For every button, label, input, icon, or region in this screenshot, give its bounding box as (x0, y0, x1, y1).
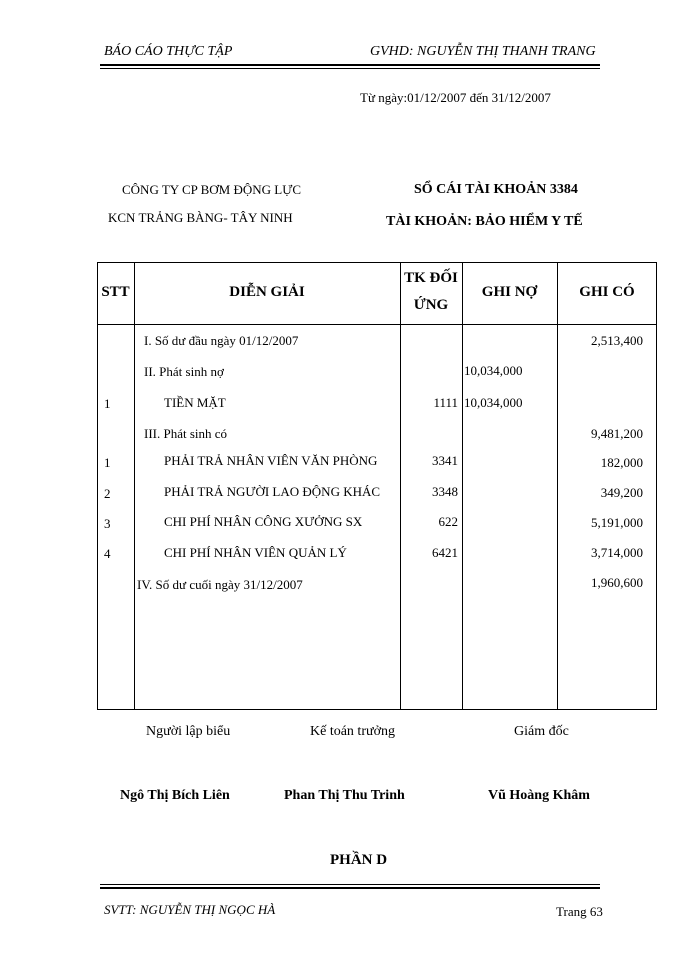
row-desc: IV. Số dư cuối ngày 31/12/2007 (137, 577, 303, 592)
header-account-line2: ỨNG (413, 297, 449, 313)
row-debit: 10,034,000 (464, 363, 523, 378)
ledger-account: TÀI KHOẢN: BẢO HIỂM Y TẾ (386, 214, 583, 229)
row-desc: III. Phát sinh có (144, 426, 228, 441)
footer-student: SVTT: NGUYỄN THỊ NGỌC HÀ (104, 902, 276, 917)
ledger-title: SỔ CÁI TÀI KHOẢN 3384 (414, 182, 578, 197)
row-stt: 3 (104, 516, 111, 531)
row-account: 622 (438, 514, 458, 529)
company-name: CÔNG TY CP BƠM ĐỘNG LỰC (122, 182, 301, 197)
row-desc: CHI PHÍ NHÂN VIÊN QUẢN LÝ (164, 545, 347, 560)
row-stt: 1 (104, 396, 111, 411)
row-credit: 349,200 (600, 485, 643, 500)
row-desc: PHẢI TRẢ NGƯỜI LAO ĐỘNG KHÁC (164, 484, 381, 499)
row-stt: 1 (104, 455, 111, 470)
report-header-right: GVHD: NGUYỄN THỊ THANH TRANG (370, 44, 596, 59)
row-account: 1111 (433, 395, 458, 410)
row-credit: 2,513,400 (591, 333, 643, 348)
signature-name-preparer: Ngô Thị Bích Liên (120, 788, 230, 803)
header-divider (100, 64, 600, 66)
row-credit: 1,960,600 (591, 575, 643, 590)
row-credit: 5,191,000 (591, 515, 643, 530)
row-desc: TIỀN MẶT (164, 395, 226, 410)
row-debit: 10,034,000 (464, 395, 523, 410)
header-debit: GHI NỢ (481, 284, 538, 300)
row-desc: CHI PHÍ NHÂN CÔNG XƯỞNG SX (164, 514, 363, 529)
row-account: 6421 (432, 545, 458, 560)
table-header-divider (97, 324, 657, 325)
row-credit: 182,000 (600, 455, 643, 470)
row-desc: II. Phát sinh nợ (144, 364, 224, 379)
row-account: 3348 (432, 484, 458, 499)
signature-role-director: Giám đốc (514, 724, 569, 739)
header-description: DIỄN GIẢI (229, 284, 305, 300)
signature-name-director: Vũ Hoàng Khâm (488, 788, 590, 803)
row-stt: 4 (104, 546, 111, 561)
header-credit: GHI CÓ (579, 284, 635, 300)
col-divider-acct (462, 262, 463, 710)
header-account-line1: TK ĐỐI (404, 270, 458, 286)
company-address: KCN TRẢNG BÀNG- TÂY NINH (108, 210, 293, 225)
row-account: 3341 (432, 453, 458, 468)
report-header-left: BÁO CÁO THỰC TẬP (104, 44, 233, 59)
footer-divider (100, 887, 600, 889)
row-credit: 3,714,000 (591, 545, 643, 560)
date-range: Từ ngày:01/12/2007 đến 31/12/2007 (360, 90, 551, 105)
signature-role-chief-accountant: Kế toán trưởng (310, 724, 395, 739)
signature-role-preparer: Người lập biểu (146, 724, 231, 739)
page-number: Trang 63 (556, 904, 603, 919)
row-desc: PHẢI TRẢ NHÂN VIÊN VĂN PHÒNG (164, 453, 378, 468)
footer-divider-thin (100, 884, 600, 885)
row-desc: I. Số dư đầu ngày 01/12/2007 (144, 333, 299, 348)
row-credit: 9,481,200 (591, 426, 643, 441)
signature-name-chief-accountant: Phan Thị Thu Trinh (284, 788, 405, 803)
section-heading: PHẦN D (330, 852, 388, 868)
header-stt: STT (101, 284, 130, 300)
row-stt: 2 (104, 486, 111, 501)
header-divider-thin (100, 68, 600, 69)
col-divider-stt (134, 262, 135, 710)
